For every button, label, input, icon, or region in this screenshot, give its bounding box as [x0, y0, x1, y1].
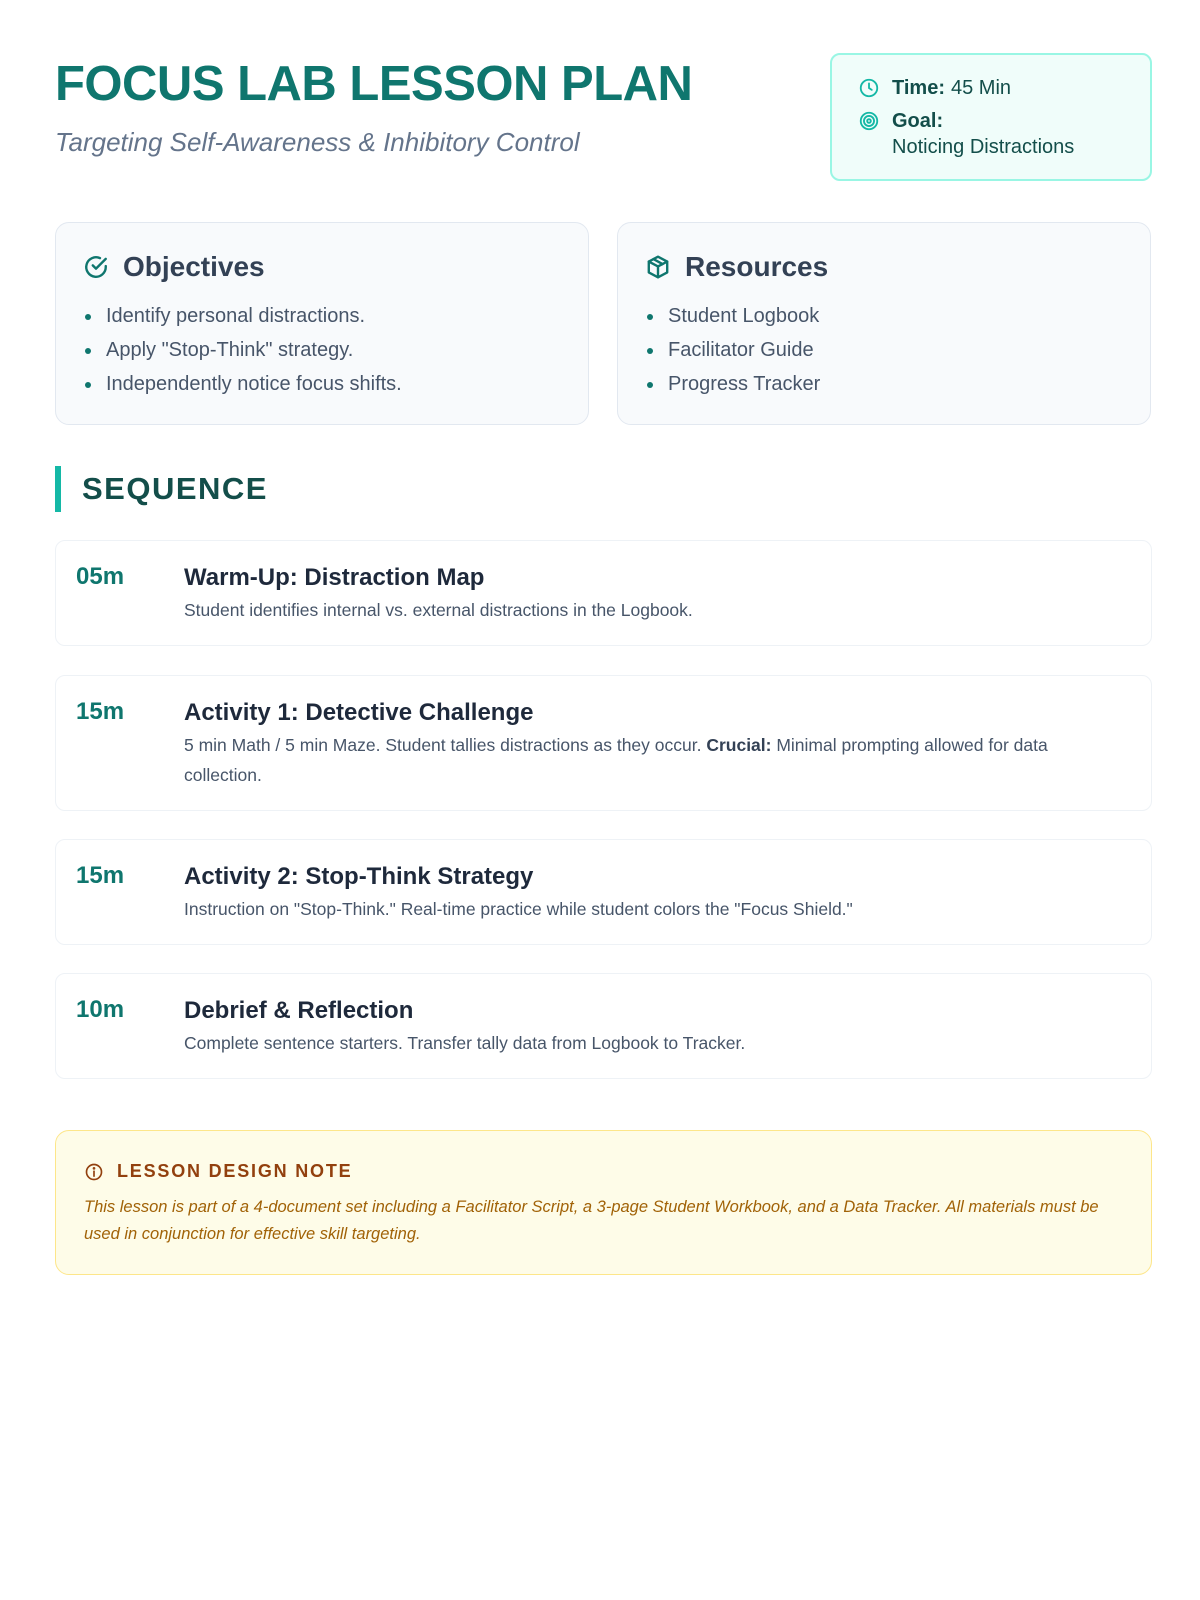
- step-title: Activity 2: Stop-Think Strategy: [184, 863, 534, 890]
- objectives-card: [55, 222, 589, 425]
- sequence-step-activity-2: [55, 839, 1152, 945]
- note-text: This lesson is part of a 4-document set including a Facilitator Script, a 3-page Student Workbook, and a Data Tracker. All materials must be used in conjunction for effective skill targeting.: [84, 1198, 1099, 1243]
- time-row: [858, 75, 1150, 101]
- step-description: Student identifies internal vs. external distractions in the Logbook.: [184, 600, 693, 620]
- goal-label: Goal:: [892, 110, 944, 132]
- resources-list: [645, 299, 1150, 401]
- step-duration: 10m: [76, 996, 125, 1023]
- header: [55, 0, 1152, 215]
- step-duration: 15m: [76, 862, 125, 889]
- resources-card: [617, 222, 1151, 425]
- sequence-step-activity-1: [55, 675, 1152, 811]
- step-description: [184, 730, 1124, 790]
- note-title: LESSON DESIGN NOTE: [117, 1161, 353, 1181]
- sequence-title: SEQUENCE: [82, 471, 268, 506]
- step-duration: 05m: [76, 563, 125, 590]
- sequence-step-debrief: [55, 973, 1152, 1079]
- step-description: Instruction on "Stop-Think." Real-time practice while student colors the "Focus Shield.": [184, 899, 853, 919]
- list-item: Identify personal distractions.: [83, 299, 588, 333]
- list-item: Student Logbook: [645, 299, 1150, 333]
- page-subtitle: Targeting Self-Awareness & Inhibitory Control: [55, 127, 580, 157]
- time-value: 45 Min: [950, 77, 1012, 99]
- step-title: Warm-Up: Distraction Map: [184, 564, 485, 591]
- sequence-accent-bar: [55, 466, 61, 512]
- summary-cards: [55, 222, 1152, 425]
- sequence-heading: [55, 466, 268, 512]
- page-title: FOCUS LAB LESSON PLAN: [55, 57, 693, 111]
- step-duration: 15m: [76, 698, 125, 725]
- clock-icon: [858, 77, 880, 99]
- lesson-design-note: [55, 1130, 1152, 1275]
- list-item: Progress Tracker: [645, 367, 1150, 401]
- resources-title: Resources: [685, 251, 829, 282]
- goal-row: [858, 108, 1150, 160]
- goal-value: Noticing Distractions: [892, 136, 1075, 158]
- step-description-emphasis: Crucial:: [706, 735, 772, 755]
- objectives-title: Objectives: [123, 251, 265, 282]
- info-icon: [84, 1162, 104, 1182]
- check-circle-icon: [83, 254, 109, 280]
- lesson-plan-page: [55, 0, 1152, 1243]
- list-item: Facilitator Guide: [645, 333, 1150, 367]
- objectives-list: [83, 299, 588, 401]
- lesson-info-box: [830, 53, 1152, 181]
- list-item: Independently notice focus shifts.: [83, 367, 588, 401]
- package-icon: [645, 254, 671, 280]
- sequence-step-warm-up: [55, 540, 1152, 646]
- time-label: Time:: [892, 77, 945, 99]
- step-title: Debrief & Reflection: [184, 997, 414, 1024]
- target-icon: [858, 110, 880, 132]
- step-description: Complete sentence starters. Transfer tally data from Logbook to Tracker.: [184, 1033, 746, 1053]
- step-description-text: 5 min Math / 5 min Maze. Student tallies distractions as they occur.: [184, 735, 707, 755]
- step-title: Activity 1: Detective Challenge: [184, 699, 534, 726]
- list-item: Apply "Stop-Think" strategy.: [83, 333, 588, 367]
- step-description-text: Minimal prompting allowed for data collection.: [184, 735, 1048, 785]
